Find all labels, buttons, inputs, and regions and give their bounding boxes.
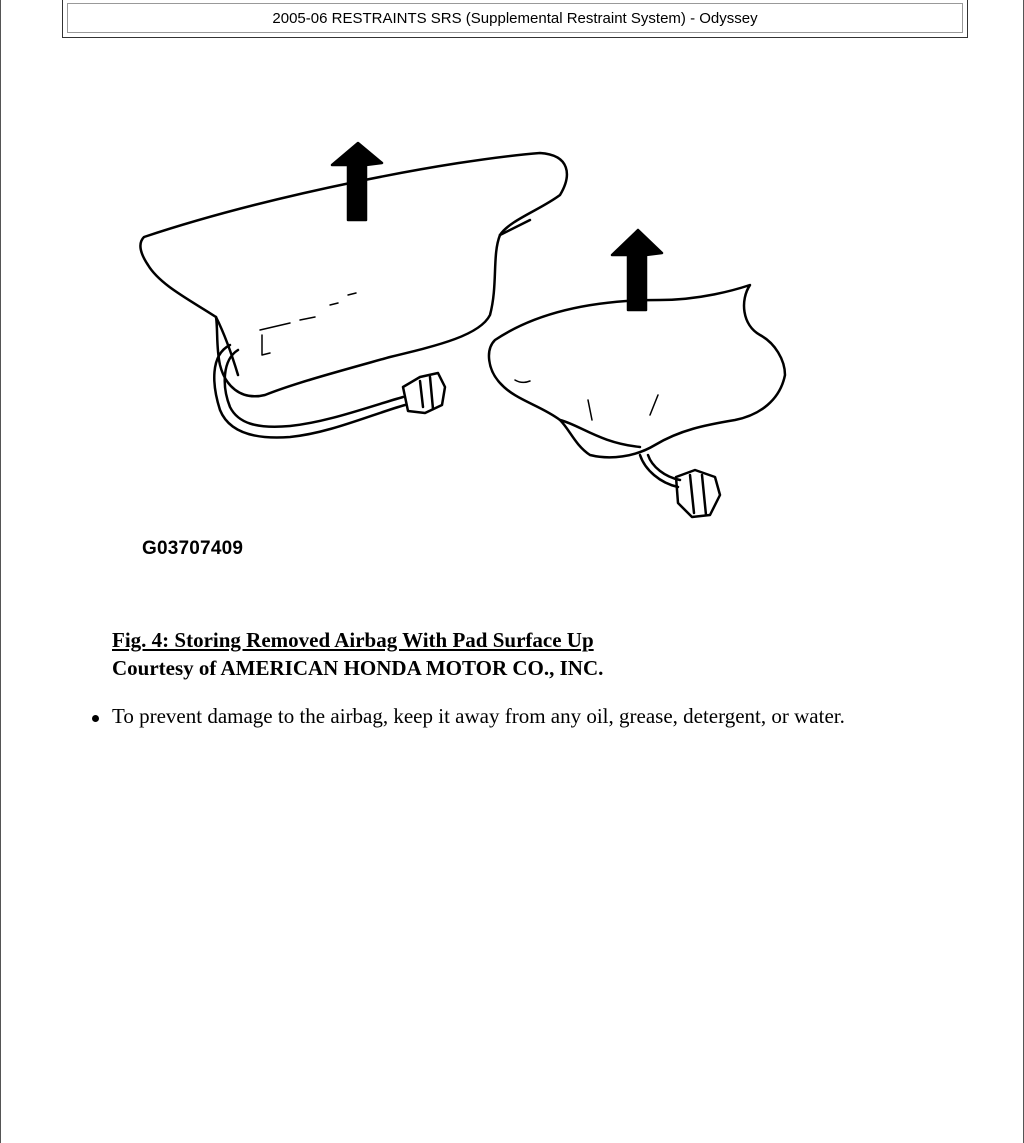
header-title: 2005-06 RESTRAINTS SRS (Supplemental Restraint System) - Odyssey (67, 3, 963, 33)
bullet-list (86, 704, 845, 729)
bullet-text: To prevent damage to the airbag, keep it away from any oil, grease, detergent, or water. (112, 704, 845, 728)
figure-caption (112, 626, 603, 682)
figure-courtesy: Courtesy of AMERICAN HONDA MOTOR CO., INC. (112, 656, 604, 680)
airbag-storage-illustration (120, 125, 820, 575)
page-header (62, 0, 968, 38)
lift-arrow-1 (332, 143, 382, 220)
figure-title: Fig. 4: Storing Removed Airbag With Pad Surface Up (112, 628, 594, 652)
bullet-icon (92, 715, 99, 722)
page-border-left (0, 0, 1, 1143)
lift-arrow-2 (612, 230, 662, 310)
driver-airbag-connector (676, 470, 720, 517)
list-item (86, 704, 845, 729)
figure-code: G03707409 (142, 538, 244, 559)
